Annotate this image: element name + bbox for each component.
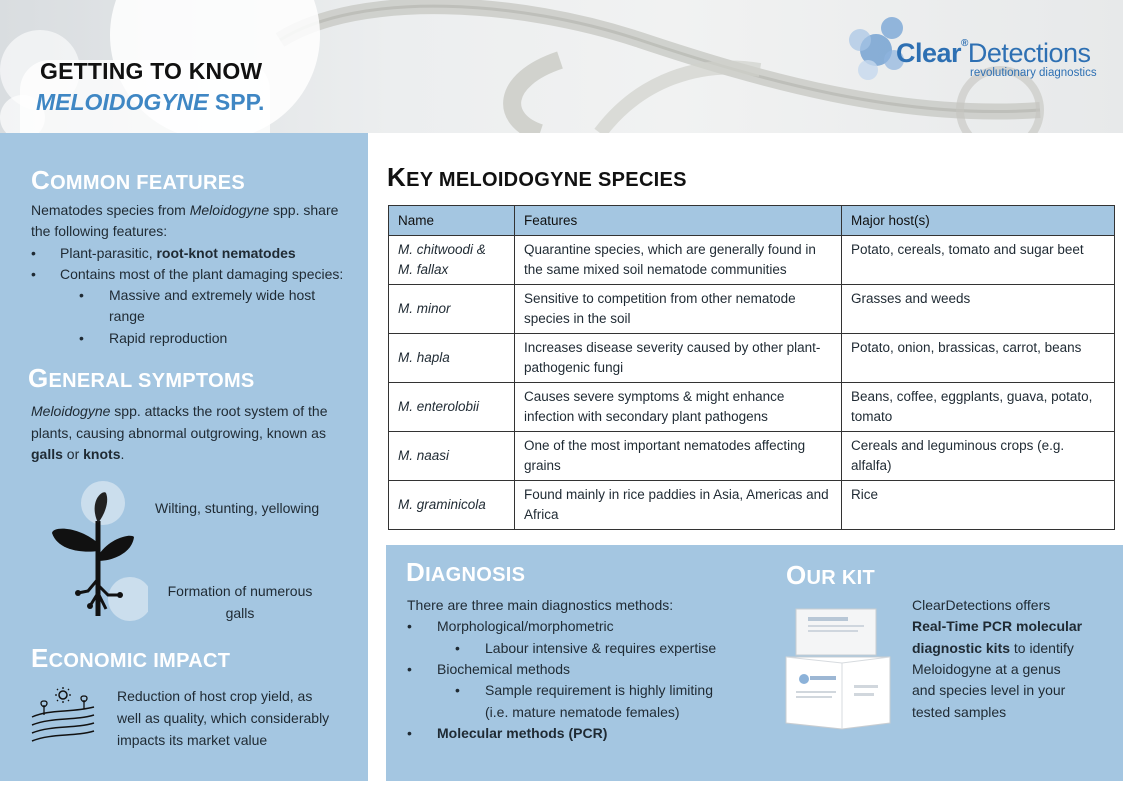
pcr-kit-box-image [782,605,894,733]
kit-line5: and species level in your [912,682,1066,698]
table-row [389,285,1115,334]
method-subitem-cont: (i.e. mature nematode females) [485,704,680,720]
feature-subitem: Massive and extremely wide host [109,287,316,303]
species-name: M. hapla [389,334,515,383]
bullet-dot: • [79,330,84,346]
species-name: M. minor [389,285,515,334]
species-table-heading: KEY MELOIDOGYNE SPECIES [387,162,687,192]
diagnosis-intro: There are three main diagnostics methods: [407,597,674,613]
method-subitem: Labour intensive & requires expertise [485,640,717,656]
feature-subitem: Rapid reproduction [109,330,228,346]
our-kit-heading: OUR KIT [786,560,875,590]
species-hosts: Grasses and weeds [842,285,1115,334]
table-row [389,383,1115,432]
species-hosts: Beans, coffee, eggplants, guava, potato, tomato [842,383,1115,432]
method-item: Molecular methods (PCR) [437,725,608,741]
species-table [388,205,1115,530]
kit-line2: Real-Time PCR molecular [912,618,1083,634]
symptoms-text-line1: Meloidogyne spp. attacks the root system of the [31,403,328,419]
economic-line1: Reduction of host crop yield, as [117,688,313,704]
logo-wordmark: Clear®Detections [896,38,1091,68]
kit-line6: tested samples [912,704,1007,720]
species-hosts: Potato, cereals, tomato and sugar beet [842,236,1115,285]
bullet-dot: • [31,266,36,282]
species-hosts: Potato, onion, brassicas, carrot, beans [842,334,1115,383]
kit-line3: diagnostic kits to identify [912,640,1074,656]
species-name: M. graminicola [389,481,515,530]
bullet-dot: • [407,618,412,634]
common-features-intro: Nematodes species from Meloidogyne spp. share [31,202,339,218]
diagnosis-kit-panel [386,545,1123,781]
header-banner [0,0,1123,133]
economic-line3: impacts its market value [117,732,268,748]
economic-line2: well as quality, which considerably [117,710,330,726]
table-row [389,432,1115,481]
general-symptoms-heading: GENERAL SYMPTOMS [28,363,255,393]
symptoms-text-line2: plants, causing abnormal outgrowing, known as [31,425,326,441]
bullet-dot: • [455,640,460,656]
kit-line4: Meloidogyne at a genus [912,661,1061,677]
species-features: Sensitive to competition from other nematode species in the soil [515,285,842,334]
cleardetections-logo [846,16,1106,96]
page-title-line1: GETTING TO KNOW [40,58,263,84]
species-hosts: Rice [842,481,1115,530]
feature-subitem-cont: range [109,308,145,324]
field-crop-icon [30,685,96,743]
bullet-dot: • [407,725,412,741]
plant-icon [48,481,148,621]
table-header-row [389,206,1115,236]
species-hosts: Cereals and leguminous crops (e.g. alfalfa) [842,432,1115,481]
table-row [389,481,1115,530]
species-features: Causes severe symptoms & might enhance infection with secondary plant pathogens [515,383,842,432]
species-name: M. chitwoodi & M. fallax [389,236,515,285]
left-sidebar [0,133,368,781]
bullet-dot: • [407,661,412,677]
common-features-heading: COMMON FEATURES [31,165,246,195]
feature-item: Plant-parasitic, root-knot nematodes [60,245,296,261]
symptom-wilting: Wilting, stunting, yellowing [155,500,320,516]
common-features-intro-line2: the following features: [31,223,168,239]
symptoms-text-line3: galls or knots. [31,446,125,462]
table-row [389,334,1115,383]
table-row [389,236,1115,285]
diagnosis-heading: DIAGNOSIS [406,557,526,587]
method-item: Morphological/morphometric [437,618,614,634]
method-subitem: Sample requirement is highly limiting [485,682,713,698]
bullet-dot: • [455,682,460,698]
species-name: M. enterolobii [389,383,515,432]
species-features: Increases disease severity caused by other plant-pathogenic fungi [515,334,842,383]
feature-item: Contains most of the plant damaging species: [60,266,344,282]
symptom-galls: Formation of numerous galls [167,583,313,621]
column-header-hosts: Major host(s) [842,206,1115,236]
bullet-dot: • [31,245,36,261]
logo-tagline: revolutionary diagnostics [970,67,1097,79]
species-features: One of the most important nematodes affecting grains [515,432,842,481]
column-header-features: Features [515,206,842,236]
page-title-line2: MELOIDOGYNE SPP. [36,89,265,115]
species-features: Found mainly in rice paddies in Asia, Americas and Africa [515,481,842,530]
method-item: Biochemical methods [437,661,571,677]
kit-line1: ClearDetections offers [912,597,1051,613]
column-header-name: Name [389,206,515,236]
bullet-dot: • [79,287,84,303]
species-features: Quarantine species, which are generally found in the same mixed soil nematode communities [515,236,842,285]
species-name: M. naasi [389,432,515,481]
economic-impact-heading: ECONOMIC IMPACT [31,643,231,673]
